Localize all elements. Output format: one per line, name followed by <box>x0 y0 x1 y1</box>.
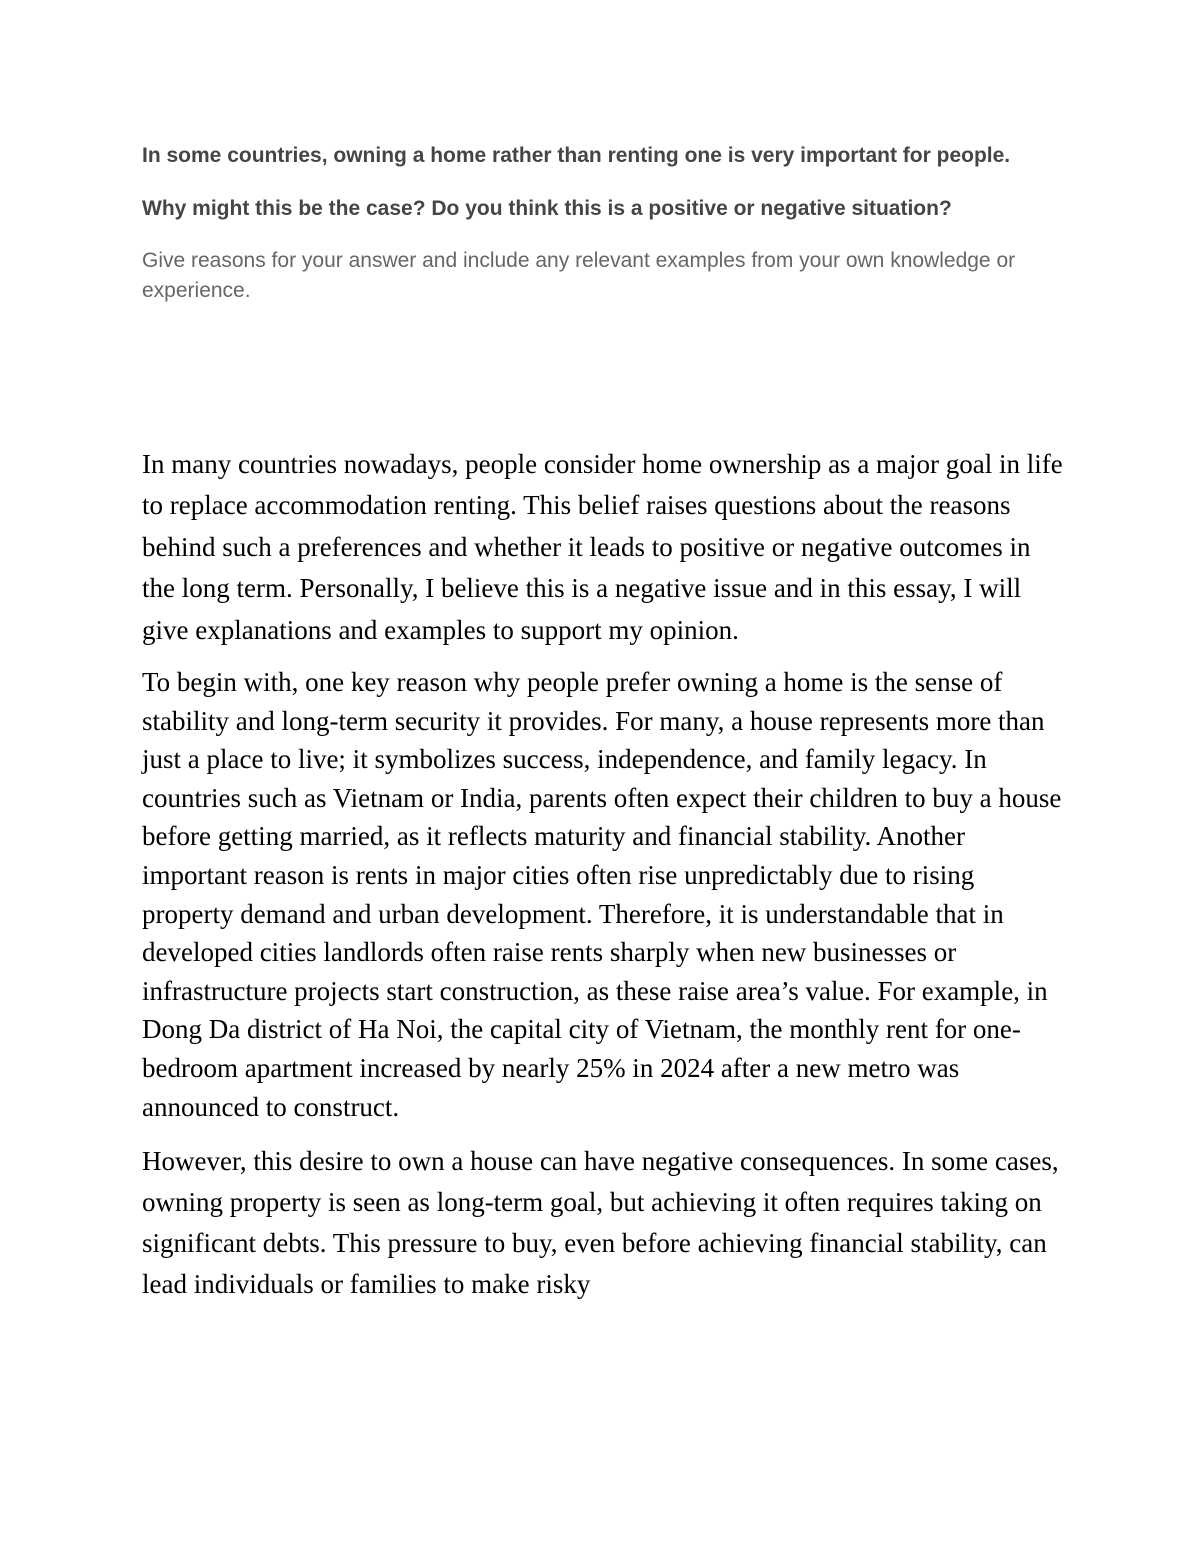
prompt-instruction: Give reasons for your answer and include any relevant examples from your own knowledge or experience. <box>142 249 1016 302</box>
essay-body <box>142 444 1067 1305</box>
prompt-question: Why might this be the case? Do you think this is a positive or negative situation? <box>142 197 952 220</box>
essay-paragraph-introduction: In many countries nowadays, people consider home ownership as a major goal in life to replace accommodation renting. This belief raises questions about the reasons behind such a preferences and whether it leads to positive or negative outcomes in the long term. Personally, I believe this is a negative issue and in this essay, I will give explanations and examples to support my opinion. <box>142 449 1063 645</box>
essay-paragraph-body-2: However, this desire to own a house can have negative consequences. In some cases, owning property is seen as long-term goal, but achieving it often requires taking on significant debts. This pressure to buy, even before achieving financial stability, can lead individuals or families to make risky <box>142 1146 1059 1300</box>
prompt-statement: In some countries, owning a home rather than renting one is very important for people. <box>142 144 1011 167</box>
essay-paragraph-body-1: To begin with, one key reason why people prefer owning a home is the sense of stability and long-term security it provides. For many, a house represents more than just a place to live; it symbolizes success, independence, and family legacy. In countries such as Vietnam or India, parents often expect their children to buy a house before getting married, as it reflects maturity and financial stability. Another important reason is rents in major cities often rise unpredictably due to rising property demand and urban development. Therefore, it is understandable that in developed cities landlords often raise rents sharply when new businesses or infrastructure projects start construction, as these raise area’s value. For example, in Dong Da district of Ha Noi, the capital city of Vietnam, the monthly rent for one-bedroom apartment increased by nearly 25% in 2024 after a new metro was announced to construct. <box>142 667 1062 1122</box>
task-prompt <box>142 141 1062 306</box>
